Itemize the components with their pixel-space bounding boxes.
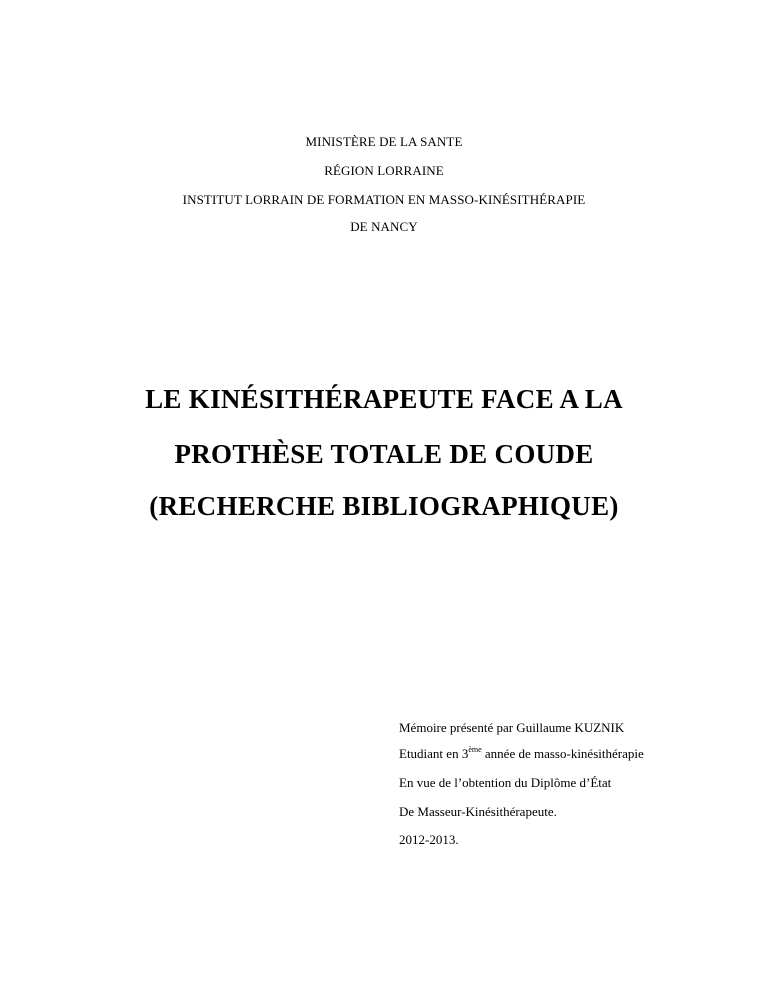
- student-suffix: année de masso-kinésithérapie: [481, 746, 644, 761]
- student-superscript: ème: [468, 745, 482, 754]
- purpose-line: En vue de l’obtention du Diplôme d’État: [399, 775, 612, 790]
- presented-by-line: Mémoire présenté par Guillaume KUZNIK: [399, 720, 625, 735]
- student-prefix: Etudiant en 3: [399, 746, 469, 761]
- region-line: RÉGION LORRAINE: [324, 163, 444, 178]
- title-line-1: LE KINÉSITHÉRAPEUTE FACE A LA: [145, 384, 623, 414]
- title-line-2: PROTHÈSE TOTALE DE COUDE: [174, 439, 594, 469]
- ministry-line: MINISTÈRE DE LA SANTE: [305, 134, 463, 149]
- degree-line: De Masseur-Kinésithérapeute.: [399, 804, 557, 819]
- institute-line: INSTITUT LORRAIN DE FORMATION EN MASSO-KINÉSITHÉRAPIE: [182, 192, 586, 207]
- city-line: DE NANCY: [350, 219, 418, 234]
- title-subtitle: (RECHERCHE BIBLIOGRAPHIQUE): [149, 491, 619, 521]
- year-line: 2012-2013.: [399, 832, 459, 847]
- student-year-line: [399, 746, 644, 762]
